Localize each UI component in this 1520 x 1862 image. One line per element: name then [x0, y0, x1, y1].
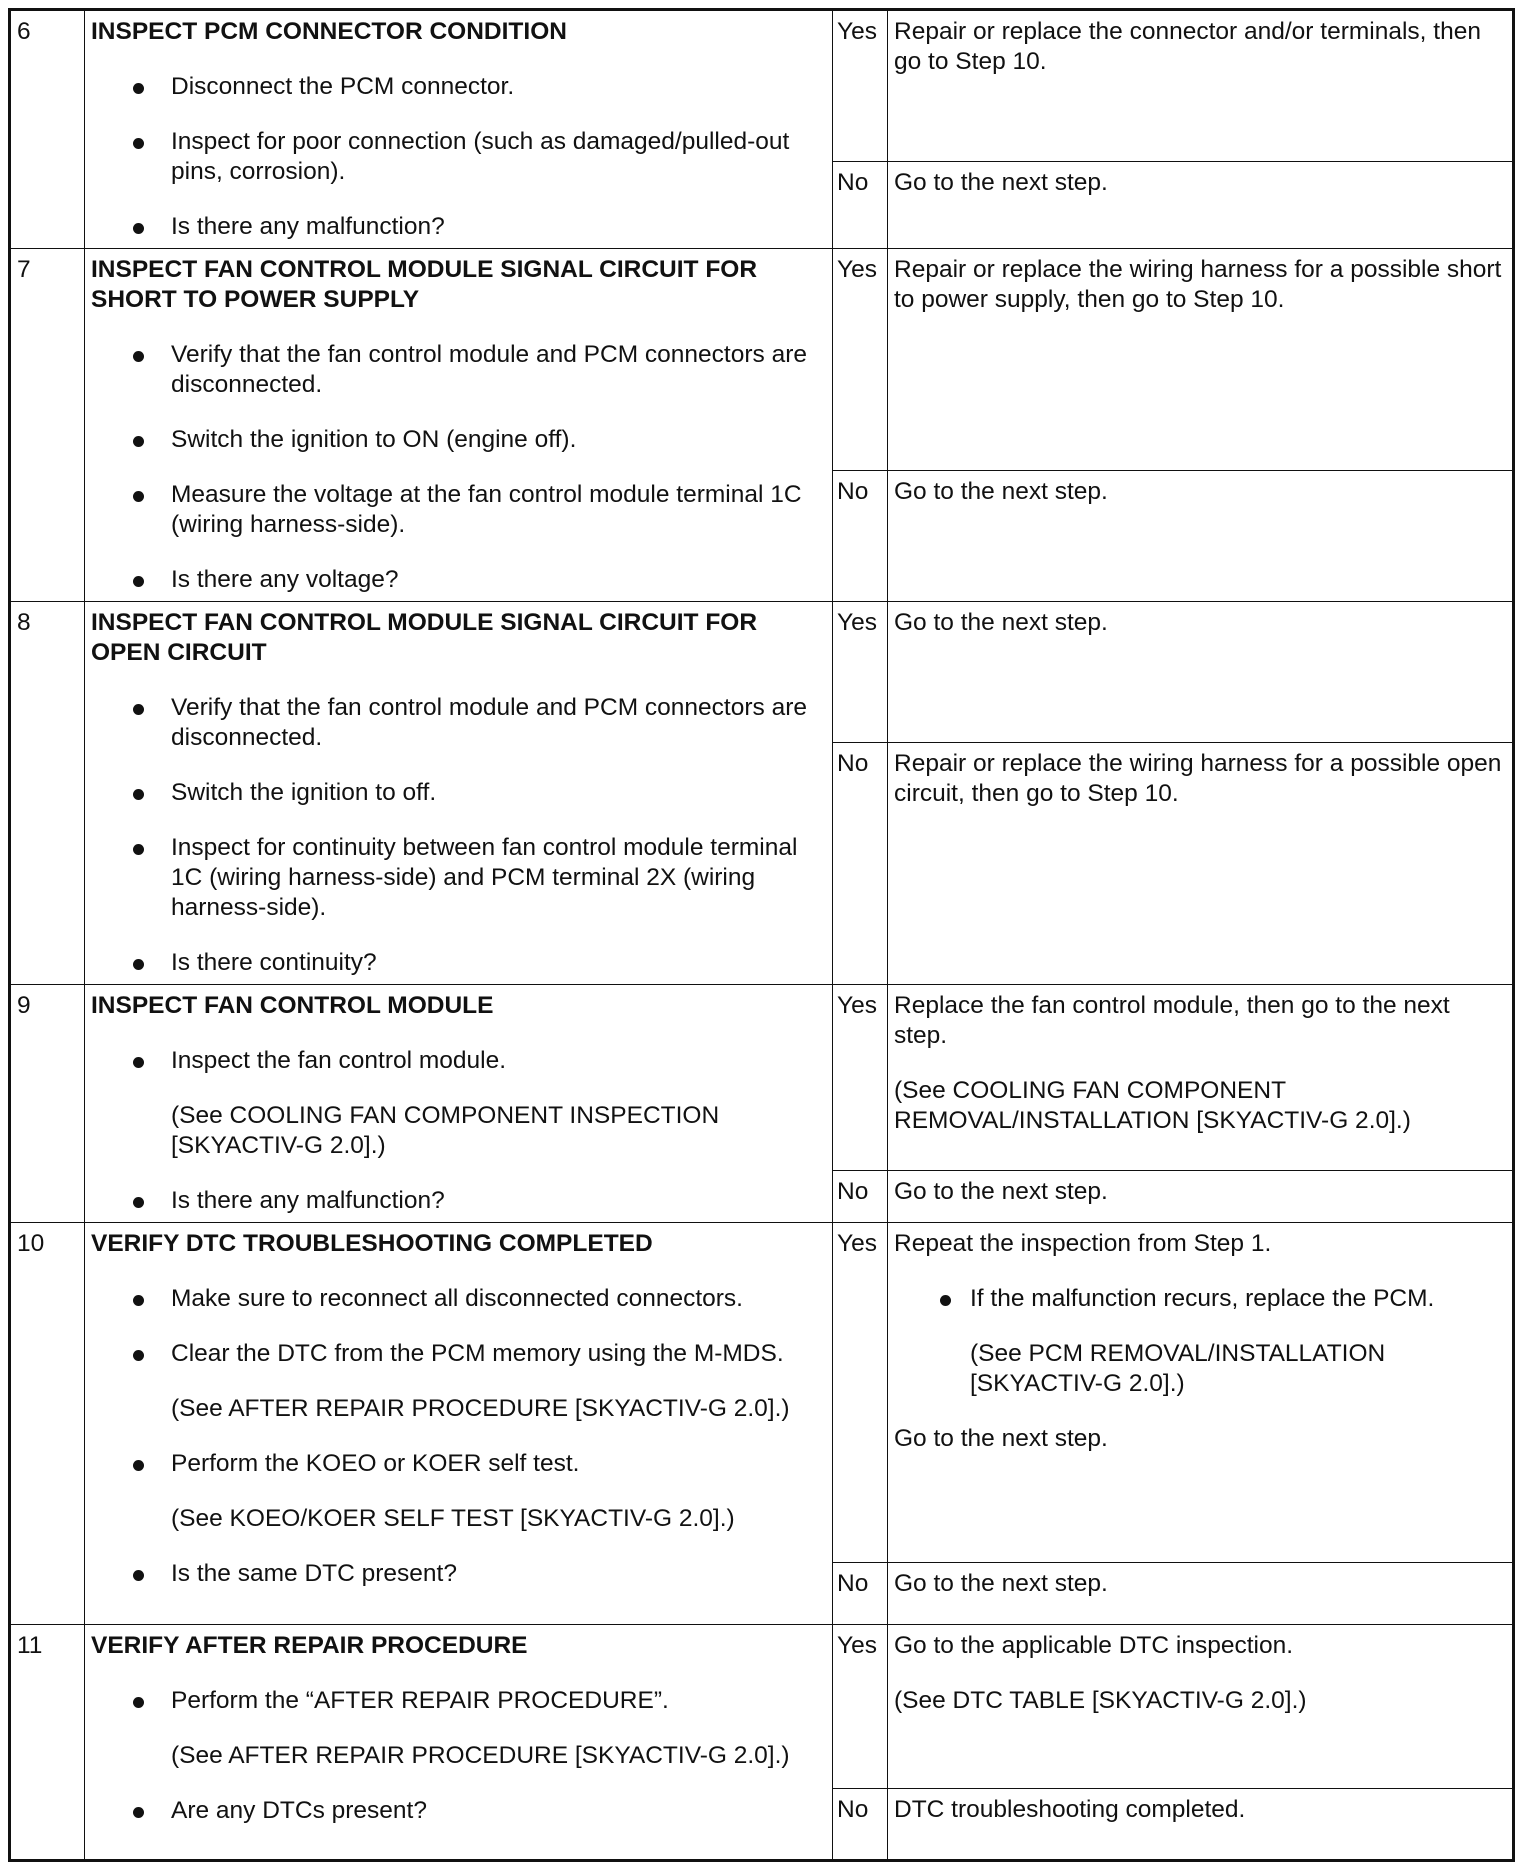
- bullet-item: [91, 72, 826, 102]
- bullet-text: Are any DTCs present?: [171, 1797, 427, 1824]
- bullet-item: [91, 1339, 826, 1369]
- yes-label-cell: [833, 602, 888, 743]
- no-result: [888, 1171, 1514, 1223]
- step-row: [10, 985, 1514, 1171]
- reference-note: (See AFTER REPAIR PROCEDURE [SKYACTIV-G 2.0].): [171, 1395, 790, 1422]
- bullet-text: Clear the DTC from the PCM memory using the M-MDS.: [171, 1340, 784, 1367]
- step-row: [10, 10, 1514, 162]
- bullet-icon: [133, 83, 144, 94]
- no-label: No: [837, 750, 869, 778]
- no-result: [888, 161, 1514, 248]
- step-action: [85, 249, 833, 602]
- step-row: [10, 1223, 1514, 1563]
- bullet-text: Perform the “AFTER REPAIR PROCEDURE”.: [171, 1687, 669, 1714]
- step-title: INSPECT FAN CONTROL MODULE SIGNAL CIRCUIT FOR SHORT TO POWER SUPPLY: [91, 256, 758, 313]
- step-action-content: [85, 249, 832, 601]
- bullet-icon: [133, 1350, 144, 1361]
- yes-result-text: Replace the fan control module, then go to the next step.: [894, 992, 1450, 1049]
- bullet-text: Is there any voltage?: [171, 566, 399, 593]
- bullet-icon: [133, 1057, 144, 1068]
- no-result: [888, 470, 1514, 601]
- bullet-icon: [133, 789, 144, 800]
- bullet-icon: [133, 576, 144, 587]
- yes-label-cell: [833, 249, 888, 471]
- bullet-item: [91, 948, 826, 978]
- bullet-text: Verify that the fan control module and PCM connectors are disconnected.: [171, 694, 807, 751]
- yes-result: [888, 602, 1514, 743]
- yes-result-content: [888, 249, 1512, 321]
- bullet-item: [91, 565, 826, 595]
- yes-result: [888, 10, 1514, 162]
- bullet-item: [91, 340, 826, 400]
- step-action: [85, 602, 833, 985]
- no-result-text: Go to the next step.: [894, 1178, 1108, 1205]
- yes-label: Yes: [837, 1632, 877, 1659]
- yes-reference-note: (See PCM REMOVAL/INSTALLATION [SKYACTIV-G 2.0].): [970, 1340, 1386, 1397]
- yes-result-content: [888, 1223, 1512, 1460]
- bullet-item: [91, 1046, 826, 1076]
- bullet-text: Is there any malfunction?: [171, 1187, 445, 1214]
- yes-label: Yes: [837, 992, 877, 1019]
- bullet-icon: [133, 1697, 144, 1708]
- no-label-cell: [833, 1789, 888, 1861]
- yes-label: Yes: [837, 256, 877, 283]
- bullet-item: [91, 1686, 826, 1716]
- step-number: [10, 985, 85, 1223]
- bullet-icon: [133, 223, 144, 234]
- bullet-item: [91, 1559, 826, 1589]
- yes-result-text: Go to the next step.: [894, 609, 1108, 636]
- step-number-text: 10: [17, 1230, 45, 1257]
- step-number: [10, 602, 85, 985]
- step-action-content: [85, 1625, 832, 1832]
- yes-result: [888, 985, 1514, 1171]
- step-number-text: 6: [17, 18, 31, 45]
- bullet-icon: [133, 959, 144, 970]
- step-number: [10, 1223, 85, 1625]
- yes-label-cell: [833, 10, 888, 162]
- troubleshooting-table: [8, 8, 1515, 1862]
- step-action: [85, 985, 833, 1223]
- bullet-text: Is the same DTC present?: [171, 1560, 457, 1587]
- bullet-icon: [133, 1460, 144, 1471]
- yes-result-text: (See COOLING FAN COMPONENT REMOVAL/INSTALLATION [SKYACTIV-G 2.0].): [894, 1077, 1411, 1134]
- bullet-item: [91, 127, 826, 187]
- bullet-icon: [133, 138, 144, 149]
- reference-note: (See KOEO/KOER SELF TEST [SKYACTIV-G 2.0].): [171, 1505, 735, 1532]
- no-label-cell: [833, 743, 888, 985]
- yes-result-text: Repair or replace the wiring harness for a possible short to power supply, then go to Step 10.: [894, 256, 1502, 313]
- yes-result-content: [888, 985, 1512, 1142]
- bullet-icon: [133, 1570, 144, 1581]
- bullet-item: [91, 1449, 826, 1479]
- yes-label-cell: [833, 1223, 888, 1563]
- step-title: VERIFY AFTER REPAIR PROCEDURE: [91, 1632, 528, 1659]
- bullet-item: [91, 1284, 826, 1314]
- bullet-item: [91, 212, 826, 242]
- no-result-text: Go to the next step.: [894, 1570, 1108, 1597]
- bullet-icon: [133, 436, 144, 447]
- bullet-item: [91, 693, 826, 753]
- yes-result-text: Repeat the inspection from Step 1.: [894, 1230, 1272, 1257]
- step-title: VERIFY DTC TROUBLESHOOTING COMPLETED: [91, 1230, 653, 1257]
- yes-label: Yes: [837, 18, 877, 45]
- reference-note: (See COOLING FAN COMPONENT INSPECTION [SKYACTIV-G 2.0].): [171, 1102, 720, 1159]
- yes-after-text: Go to the next step.: [894, 1425, 1108, 1452]
- bullet-text: Verify that the fan control module and PCM connectors are disconnected.: [171, 341, 807, 398]
- bullet-text: Is there any malfunction?: [171, 213, 445, 240]
- bullet-item: [91, 778, 826, 808]
- yes-label-cell: [833, 985, 888, 1171]
- yes-label: Yes: [837, 1230, 877, 1257]
- step-number-text: 7: [17, 256, 31, 283]
- bullet-text: Inspect for poor connection (such as damaged/pulled-out pins, corrosion).: [171, 128, 790, 185]
- bullet-icon: [133, 1807, 144, 1818]
- troubleshooting-document: [8, 8, 1512, 1862]
- step-number: [10, 1625, 85, 1861]
- step-number-text: 8: [17, 609, 31, 636]
- bullet-text: Inspect for continuity between fan control module terminal 1C (wiring harness-side) and PCM terminal 2X (wiring harness-side).: [171, 834, 798, 921]
- step-action-content: [85, 985, 832, 1222]
- step-action-content: [85, 1223, 832, 1595]
- bullet-icon: [133, 1295, 144, 1306]
- bullet-text: Make sure to reconnect all disconnected connectors.: [171, 1285, 743, 1312]
- no-label-cell: [833, 161, 888, 248]
- no-result-text: Repair or replace the wiring harness for a possible open circuit, then go to Step 10.: [894, 750, 1502, 808]
- bullet-text: Switch the ignition to ON (engine off).: [171, 426, 577, 453]
- bullet-item: [91, 1186, 826, 1216]
- no-label-cell: [833, 1563, 888, 1625]
- yes-result: [888, 1625, 1514, 1789]
- no-label: No: [837, 168, 869, 196]
- bullet-text: Perform the KOEO or KOER self test.: [171, 1450, 580, 1477]
- yes-result: [888, 249, 1514, 471]
- step-action: [85, 1625, 833, 1861]
- yes-result-text: Go to the applicable DTC inspection.: [894, 1632, 1294, 1659]
- no-label: No: [837, 477, 869, 505]
- bullet-item: [91, 425, 826, 455]
- step-row: [10, 1625, 1514, 1789]
- yes-result-text: Repair or replace the connector and/or terminals, then go to Step 10.: [894, 18, 1481, 75]
- step-number-text: 11: [17, 1632, 43, 1659]
- yes-result-text: (See DTC TABLE [SKYACTIV-G 2.0].): [894, 1687, 1307, 1714]
- yes-label-cell: [833, 1625, 888, 1789]
- step-action-content: [85, 11, 832, 248]
- no-label: No: [837, 1796, 869, 1823]
- step-title: INSPECT PCM CONNECTOR CONDITION: [91, 18, 567, 45]
- no-result-text: DTC troubleshooting completed.: [894, 1796, 1246, 1823]
- bullet-text: Inspect the fan control module.: [171, 1047, 507, 1074]
- yes-bullet-text: If the malfunction recurs, replace the PCM.: [970, 1285, 1435, 1312]
- step-number: [10, 249, 85, 602]
- no-result-text: Go to the next step.: [894, 477, 1108, 505]
- bullet-text: Disconnect the PCM connector.: [171, 73, 515, 100]
- yes-result-content: [888, 602, 1512, 644]
- no-result: [888, 743, 1514, 985]
- bullet-icon: [133, 704, 144, 715]
- bullet-icon: [133, 351, 144, 362]
- yes-result: [888, 1223, 1514, 1563]
- bullet-item: [91, 480, 826, 540]
- bullet-text: Is there continuity?: [171, 949, 377, 976]
- no-label-cell: [833, 1171, 888, 1223]
- bullet-text: Switch the ignition to off.: [171, 779, 437, 806]
- yes-result-content: [888, 1625, 1512, 1722]
- bullet-item: [91, 833, 826, 923]
- yes-result-content: [888, 11, 1512, 83]
- bullet-icon: [133, 491, 144, 502]
- bullet-icon: [940, 1295, 951, 1306]
- no-label-cell: [833, 470, 888, 601]
- step-title: INSPECT FAN CONTROL MODULE: [91, 992, 494, 1019]
- bullet-item: [91, 1796, 826, 1826]
- no-result-text: Go to the next step.: [894, 168, 1108, 196]
- no-result: [888, 1563, 1514, 1625]
- step-action-content: [85, 602, 832, 984]
- yes-label: Yes: [837, 609, 877, 636]
- step-title: INSPECT FAN CONTROL MODULE SIGNAL CIRCUIT FOR OPEN CIRCUIT: [91, 609, 758, 666]
- no-label: No: [837, 1178, 869, 1205]
- step-action: [85, 10, 833, 249]
- bullet-icon: [133, 844, 144, 855]
- step-row: [10, 602, 1514, 743]
- step-number: [10, 10, 85, 249]
- step-row: [10, 249, 1514, 471]
- bullet-icon: [133, 1197, 144, 1208]
- no-label: No: [837, 1570, 869, 1597]
- no-result: [888, 1789, 1514, 1861]
- step-number-text: 9: [17, 992, 31, 1019]
- bullet-text: Measure the voltage at the fan control module terminal 1C (wiring harness-side).: [171, 481, 802, 538]
- reference-note: (See AFTER REPAIR PROCEDURE [SKYACTIV-G 2.0].): [171, 1742, 790, 1769]
- step-action: [85, 1223, 833, 1625]
- yes-result-bullet: [894, 1284, 1506, 1314]
